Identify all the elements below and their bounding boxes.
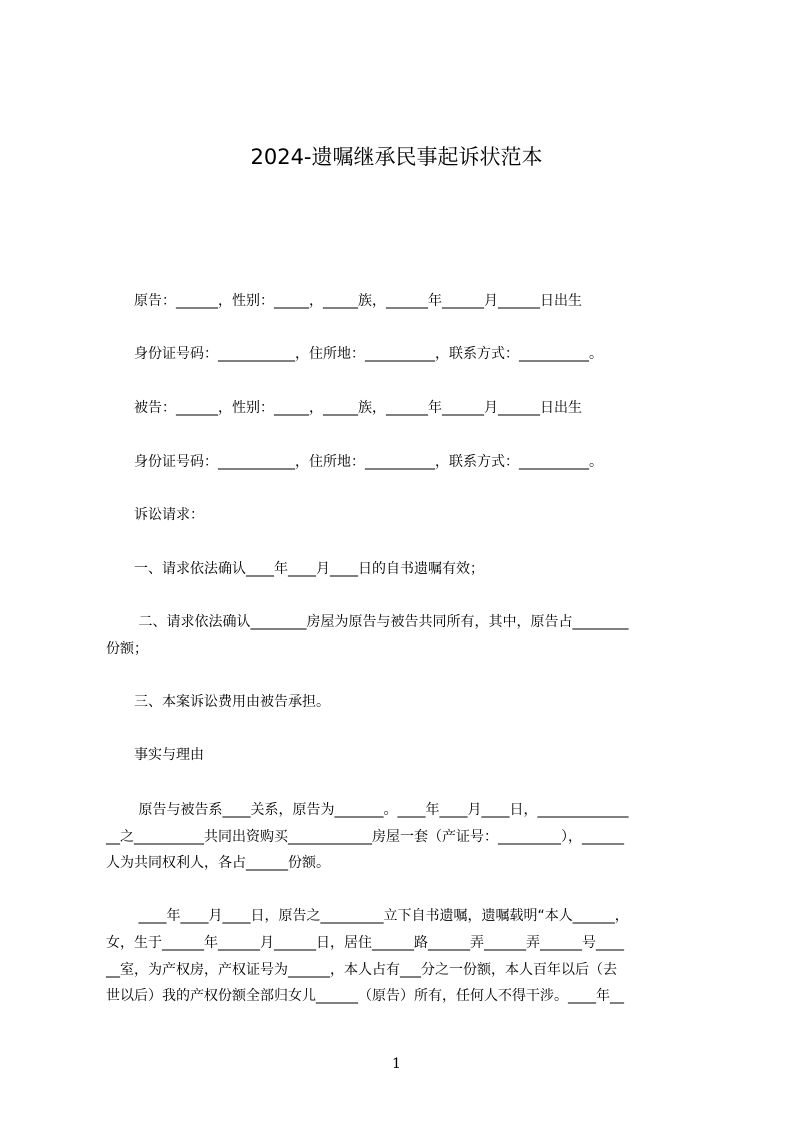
defendant-info-line: 被告：______，性别：_____，_____族，______年______月______日出生: [106, 400, 582, 416]
facts-heading: 事实与理由: [106, 747, 204, 763]
claims-heading: 诉讼请求：: [106, 507, 204, 523]
defendant-id-line: 身份证号码：___________，住所地：__________，联系方式：__________。: [106, 454, 603, 470]
facts-paragraph-2-line-1: ____年____月____日，原告之_________立下自书遗嘱，遗嘱载明“本人______，: [106, 908, 629, 924]
claim-item-2: 二、请求依法确认________房屋为原告与被告共同所有，其中，原告占________: [106, 614, 629, 630]
plaintiff-info-line: 原告：______，性别：_____，_____族，______年______月______日出生: [106, 293, 582, 309]
facts-paragraph-1-line-3: 人为共同权利人，各占______份额。: [106, 855, 330, 871]
document-title: 2024-遗嘱继承民事起诉状范本: [250, 145, 543, 169]
plaintiff-id-line: 身份证号码：___________，住所地：__________，联系方式：__________。: [106, 346, 603, 362]
facts-paragraph-2-line-4: 世以后）我的产权份额全部归女儿______（原告）所有，任何人不得干涉。____年__: [106, 988, 624, 1004]
facts-paragraph-2-line-2: 女，生于______年______月______日，居住______路______弄______弄______号____: [106, 935, 624, 951]
claim-item-3: 三、本案诉讼费用由被告承担。: [106, 694, 330, 710]
facts-paragraph-1-line-1: 原告与被告系____关系，原告为_______。____年____月____日，_____________: [106, 802, 629, 818]
page-number: 1: [392, 1056, 401, 1072]
claim-item-1: 一、请求依法确认____年____月____日的自书遗嘱有效；: [106, 561, 484, 577]
claim-item-2-continued: 份额；: [106, 641, 148, 657]
facts-paragraph-1-line-2: __之__________共同出资购买____________房屋一套（产证号：_________），______: [106, 829, 624, 845]
facts-paragraph-2-line-3: __室，为产权房，产权证号为______，本人占有___分之一份额，本人百年以后（去: [106, 962, 617, 978]
